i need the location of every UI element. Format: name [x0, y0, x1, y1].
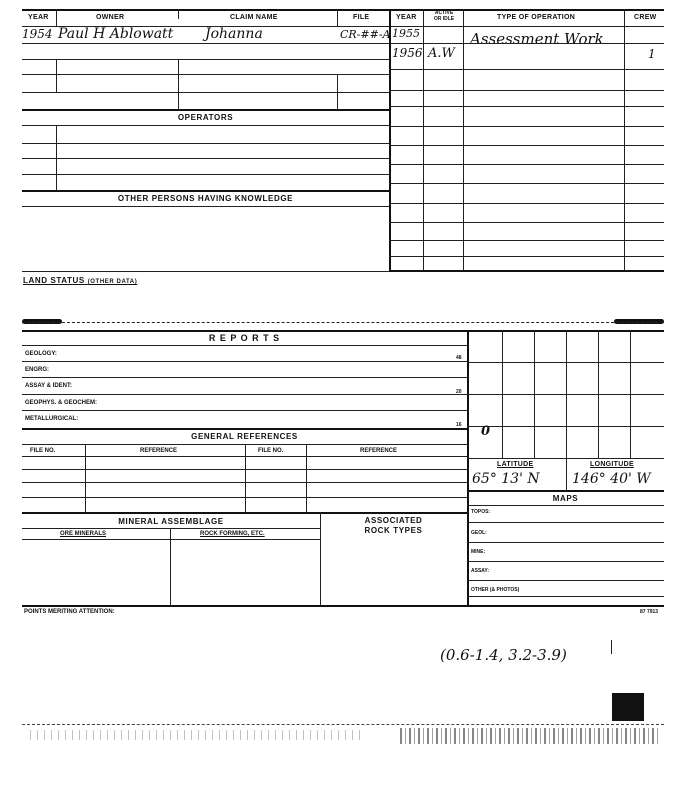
land-status-label — [23, 276, 137, 285]
col-active-label: ACTIVE OR IDLE — [433, 10, 455, 22]
row-line — [22, 377, 467, 378]
col-year-label: YEAR — [28, 14, 49, 21]
col-sep — [56, 125, 57, 191]
grid-line — [467, 394, 664, 395]
row-line — [389, 222, 664, 223]
col-owner-label: OWNER — [96, 14, 125, 21]
handwritten-annotation: (0.6-1.4, 3.2-3.9) — [440, 646, 567, 664]
entry-crew: 1 — [648, 47, 656, 61]
row-line — [389, 90, 664, 91]
col-sep-claim — [337, 9, 338, 27]
col-sep-file-main — [389, 9, 391, 271]
other-persons-top-line — [22, 190, 389, 192]
scan-artifact-noise — [30, 730, 360, 740]
col-year2-label: YEAR — [396, 14, 417, 21]
col-sep — [178, 59, 179, 109]
reports-right-border — [467, 330, 469, 605]
row-line — [22, 394, 467, 395]
ref-col-file-no-2: FILE NO. — [258, 448, 284, 454]
reports-title: R E P O R T S — [208, 333, 281, 343]
latitude-label: LATITUDE — [497, 461, 534, 468]
row-line — [467, 561, 664, 562]
col-sep — [56, 59, 57, 93]
reports-header-line — [22, 345, 467, 346]
general-references-title: GENERAL REFERENCES — [191, 432, 298, 441]
row-line — [389, 270, 664, 272]
col-sep — [566, 458, 567, 490]
row-line — [389, 69, 664, 70]
mineral-assemblage-title: MINERAL ASSEMBLAGE — [118, 517, 224, 526]
col-sep — [245, 444, 246, 512]
mineral-sub-line — [22, 528, 320, 529]
scan-artifact-block — [612, 693, 644, 721]
report-metallurgical-num: 16 — [456, 422, 462, 428]
col-sep-type — [624, 9, 625, 271]
col-sep-active — [463, 9, 464, 271]
row-line — [22, 158, 389, 159]
row-line — [22, 43, 389, 44]
grid-line — [467, 362, 664, 363]
operators-header-line — [22, 125, 389, 126]
table-top-border — [22, 9, 664, 11]
grid-mark: 0 — [481, 424, 491, 439]
operators-label: OPERATORS — [177, 113, 234, 122]
row-line — [467, 596, 664, 597]
row-line — [467, 522, 664, 523]
entry-year: 1954 — [22, 27, 53, 41]
maps-topos: TOPOS: — [471, 509, 491, 515]
report-metallurgical-label: METALLURGICAL: — [25, 416, 79, 422]
row-line — [389, 126, 664, 127]
pencil-mark — [611, 640, 612, 654]
row-line — [467, 580, 664, 581]
ref-col-reference-2: REFERENCE — [360, 448, 398, 454]
row-line — [389, 240, 664, 241]
points-meriting-attention-label: POINTS MERITING ATTENTION: — [24, 609, 115, 615]
report-geophys-label: GEOPHYS. & GEOCHEM: — [25, 400, 98, 406]
grid-line — [467, 426, 664, 427]
ref-col-file-no: FILE NO. — [30, 448, 56, 454]
row-line — [389, 164, 664, 165]
entry-op-year2: 1956 — [392, 46, 423, 60]
longitude-label: LONGITUDE — [590, 461, 634, 468]
entry-file: CR-##-A — [340, 28, 391, 41]
reports-border — [22, 330, 664, 332]
mineral-top-line — [22, 512, 467, 514]
ore-minerals-label: ORE MINERALS — [60, 531, 107, 537]
col-sep — [337, 74, 338, 109]
entry-claim-name: Johanna — [205, 26, 263, 42]
maps-title: MAPS — [552, 494, 579, 503]
row-line — [389, 145, 664, 146]
entry-op-year1: 1955 — [392, 27, 420, 40]
col-sep — [170, 528, 171, 605]
col-sep-owner — [178, 9, 179, 19]
col-sep — [85, 444, 86, 512]
row-line — [389, 203, 664, 204]
ref-col-reference: REFERENCE — [140, 448, 178, 454]
row-line — [22, 143, 389, 144]
general-references-top-line — [22, 428, 467, 430]
reports-bottom-line — [22, 605, 664, 607]
scan-artifact-noise — [400, 728, 660, 744]
maps-other: OTHER (& PHOTOS) — [471, 587, 520, 593]
other-persons-header-line — [22, 206, 389, 207]
land-status-title: LAND STATUS — [23, 276, 85, 285]
maps-top-line — [467, 490, 664, 492]
row-line — [22, 74, 389, 75]
row-line — [22, 174, 389, 175]
other-persons-label: OTHER PERSONS HAVING KNOWLEDGE — [117, 194, 294, 203]
associated-rock-types-title: ASSOCIATED ROCK TYPES — [364, 516, 423, 535]
rock-forming-label: ROCK FORMING, ETC. — [200, 531, 265, 537]
reports-top-line — [22, 322, 664, 323]
row-line — [389, 106, 664, 107]
col-sep-year2 — [423, 9, 424, 271]
maps-assay: ASSAY: — [471, 568, 490, 574]
latitude-value: 65° 13' N — [472, 471, 540, 487]
row-line — [467, 542, 664, 543]
report-assay-label: ASSAY & IDENT: — [25, 383, 73, 389]
row-line — [389, 256, 664, 257]
mineral-header-line — [22, 539, 320, 540]
form-number: 87 7913 — [640, 609, 659, 615]
row-line — [389, 183, 664, 184]
entry-owner: Paul H Ablowatt — [58, 26, 174, 42]
entry-type-of-operation: Assessment Work — [470, 30, 604, 48]
maps-header-line — [467, 505, 664, 506]
row-line — [22, 361, 467, 362]
report-geology-label: GEOLOGY: — [25, 351, 57, 357]
maps-geol: GEOL: — [471, 530, 487, 536]
report-assay-num: 20 — [456, 389, 462, 395]
left-bottom-line — [22, 271, 389, 272]
report-engrg-label: ENGRG: — [25, 367, 49, 373]
land-status-subtitle: (OTHER DATA) — [87, 279, 138, 285]
maps-mine: MINE: — [471, 549, 486, 555]
col-sep — [320, 512, 321, 605]
report-geology-num: 48 — [456, 355, 462, 361]
row-line — [22, 59, 389, 60]
col-claim-name-label: CLAIM NAME — [230, 14, 278, 21]
row-line — [389, 43, 664, 44]
col-type-label: TYPE OF OPERATION — [497, 14, 576, 21]
row-line — [22, 92, 389, 93]
col-file-label: FILE — [353, 14, 370, 21]
entry-active: A.W — [428, 46, 455, 61]
scan-artifact-line — [22, 724, 664, 725]
longitude-value: 146° 40' W — [572, 471, 651, 487]
col-sep-year — [56, 9, 57, 27]
col-crew-label: CREW — [634, 14, 657, 21]
operators-top-line — [22, 109, 389, 111]
col-sep — [306, 444, 307, 512]
row-line — [22, 410, 467, 411]
